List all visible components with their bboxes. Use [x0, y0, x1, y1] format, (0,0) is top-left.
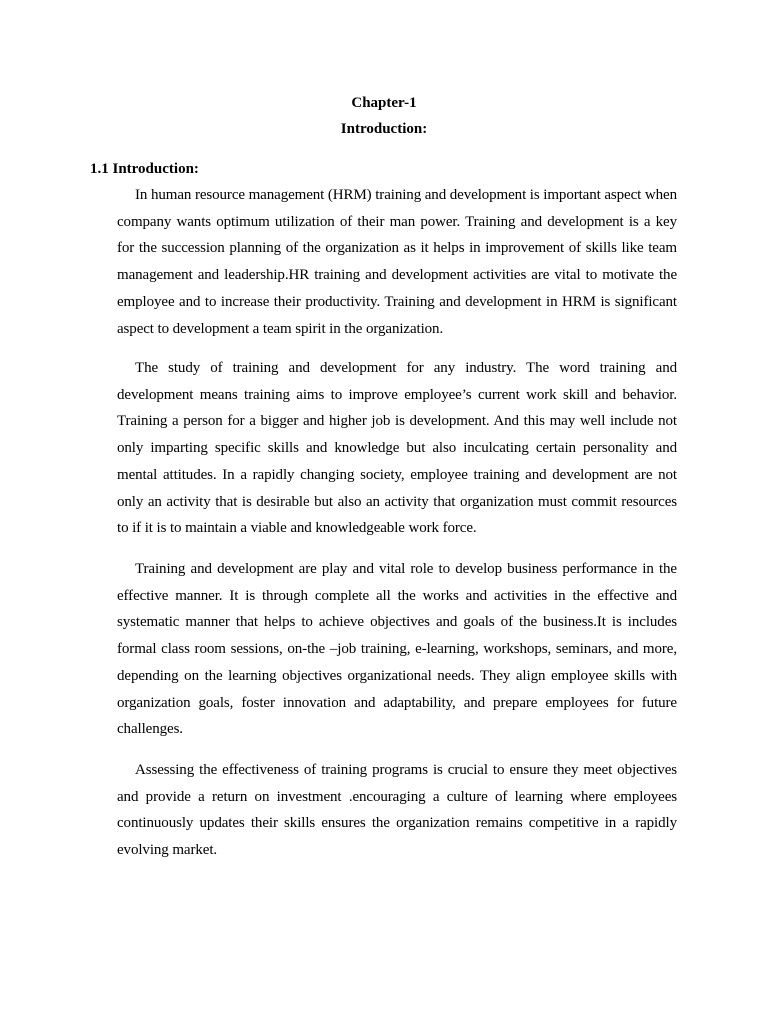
section-heading: 1.1 Introduction:: [90, 161, 199, 177]
chapter-number: Chapter-1: [351, 95, 417, 111]
chapter-title: Introduction:: [340, 121, 428, 137]
paragraph: In human resource management (HRM) training and development is important aspect when company wants optimum utilization of their man power. Training and development is a key for the succession planning of the organization as it helps in improvement of skills like team management and leadership.HR training and development activities are vital to motivate the employee and to increase their productivity. Training and development in HRM is significant aspect to development a team spirit in the organization.: [117, 187, 677, 337]
paragraph: The study of training and development for any industry. The word training and development means training aims to improve employee’s current work skill and behavior. Training a person for a bigger and higher job is development. And this may well include not only imparting specific skills and knowledge but also inculcating certain personality and mental attitudes. In a rapidly changing society, employee training and development are not only an activity that is desirable but also an activity that organization must commit resources to if it is to maintain a viable and knowledgeable work force.: [117, 360, 677, 537]
paragraph: Training and development are play and vital role to develop business performance in the effective manner. It is through complete all the works and activities in the effective and systematic manner that helps to achieve objectives and goals of the business.It is includes formal class room sessions, on-the –job training, e-learning, workshops, seminars, and more, depending on the learning objectives organizational needs. They align employee skills with organization goals, foster innovation and adaptability, and prepare employees for future challenges.: [117, 561, 677, 738]
paragraph: Assessing the effectiveness of training programs is crucial to ensure they meet objectives and provide a return on investment .encouraging a culture of learning where employees continuously updates their skills ensures the organization remains competitive in a rapidly evolving market.: [117, 762, 677, 859]
